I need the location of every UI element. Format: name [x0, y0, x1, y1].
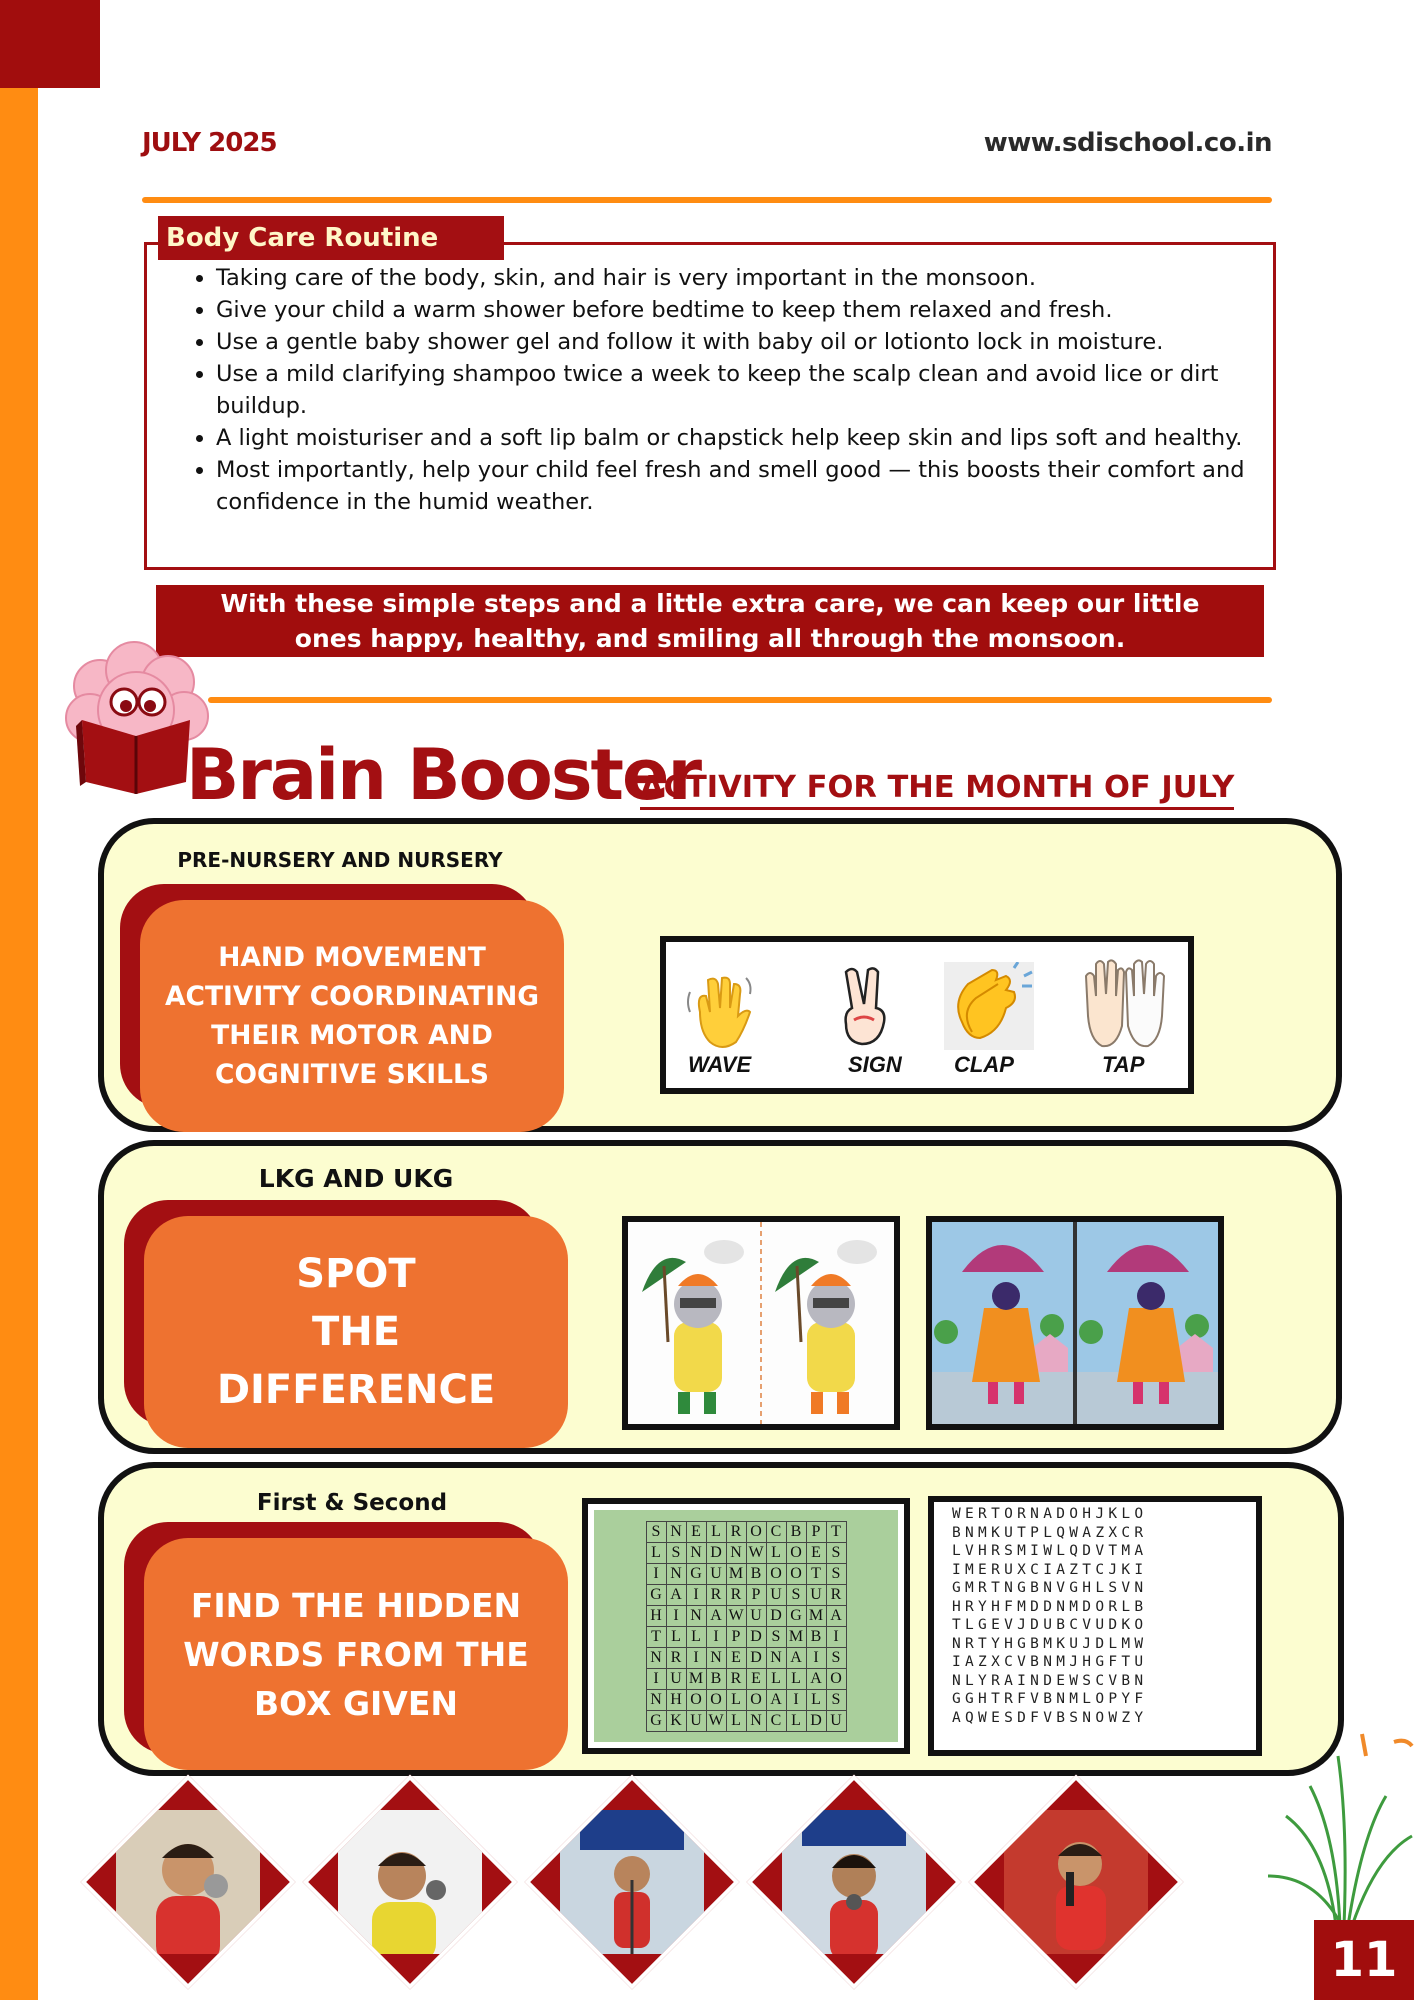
- word-search-cell: O: [826, 1668, 846, 1689]
- word-search-cell: P: [746, 1584, 766, 1605]
- word-search-row: IMERUXCIAZTCJKI: [952, 1561, 1148, 1578]
- word-search-cell: R: [826, 1584, 846, 1605]
- word-search-cell: U: [826, 1710, 846, 1731]
- word-search-cell: M: [686, 1668, 706, 1689]
- word-search-cell: H: [646, 1605, 666, 1626]
- word-search-cell: G: [646, 1710, 666, 1731]
- word-search-cell: O: [746, 1689, 766, 1710]
- word-search-cell: L: [686, 1626, 706, 1647]
- word-search-cell: P: [726, 1626, 746, 1647]
- word-search-cell: R: [726, 1521, 746, 1542]
- word-search-row: AQWESDFVBSNOWZY: [952, 1709, 1148, 1726]
- gesture-label-tap: TAP: [1102, 1052, 1145, 1077]
- word-search-cell: O: [786, 1563, 806, 1584]
- word-search-cell: M: [726, 1563, 746, 1584]
- closing-banner-text: With these simple steps and a little extra care, we can keep our little ones happy, healthy, and smiling all through the monsoon.: [220, 589, 1200, 653]
- word-search-cell: L: [726, 1689, 746, 1710]
- word-search-cell: D: [746, 1647, 766, 1668]
- word-search-row: HRYHFMDDNMDORLB: [952, 1598, 1148, 1615]
- word-search-cell: M: [806, 1605, 826, 1626]
- kg-activity-line: DIFFERENCE: [216, 1367, 496, 1413]
- word-search-cell: N: [686, 1542, 706, 1563]
- issue-month: JULY 2025: [142, 128, 277, 158]
- left-accent-bar: [0, 0, 38, 2000]
- word-search-cell: L: [646, 1542, 666, 1563]
- word-search-row: [646, 1626, 846, 1647]
- nursery-activity-tag: [140, 900, 564, 1132]
- student-photo-3-image: [560, 1810, 704, 1954]
- primary-activity-text: FIND THE HIDDEN WORDS FROM THE BOX GIVEN: [183, 1585, 529, 1723]
- list-item: • Use a gentle baby shower gel and follow it with baby oil or lotionto lock in moisture.: [216, 326, 1286, 358]
- word-search-cell: R: [726, 1668, 746, 1689]
- website-link[interactable]: www.sdischool.co.in: [983, 128, 1272, 158]
- word-search-cell: N: [706, 1647, 726, 1668]
- word-search-cell: N: [686, 1605, 706, 1626]
- word-search-cell: L: [786, 1668, 806, 1689]
- word-search-cell: A: [826, 1605, 846, 1626]
- primary-activity-tag: [144, 1538, 568, 1770]
- kg-activity-tag: [144, 1216, 568, 1448]
- word-search-row: [646, 1542, 846, 1563]
- word-search-cell: S: [666, 1542, 686, 1563]
- word-search-row: TLGEVJDUBCVUDKO: [952, 1617, 1148, 1633]
- student-photo-2: [303, 1775, 518, 1990]
- word-search-cell: N: [646, 1689, 666, 1710]
- word-search-cell: D: [766, 1605, 786, 1626]
- word-search-cell: R: [706, 1584, 726, 1605]
- word-search-cell: T: [826, 1521, 846, 1542]
- word-search-cell: R: [726, 1584, 746, 1605]
- wave-hand-icon: [686, 972, 756, 1050]
- page-number: 11: [1314, 1920, 1414, 2000]
- word-search-cell: A: [706, 1605, 726, 1626]
- word-search-row: [646, 1584, 846, 1605]
- grass-decoration-icon: [1266, 1726, 1414, 1926]
- list-item: • Use a mild clarifying shampoo twice a week to keep the scalp clean and avoid lice or dirt buildup.: [216, 358, 1286, 422]
- word-search-row: [646, 1521, 846, 1542]
- word-search-table-a: [646, 1521, 847, 1732]
- list-item: • Most importantly, help your child feel fresh and smell good — this boosts their comfort and confidence in the humid weather.: [216, 454, 1286, 518]
- word-search-cell: N: [666, 1563, 686, 1584]
- word-search-cell: T: [646, 1626, 666, 1647]
- word-search-cell: O: [706, 1689, 726, 1710]
- word-search-cell: S: [766, 1626, 786, 1647]
- word-search-cell: B: [746, 1563, 766, 1584]
- word-search-cell: W: [706, 1710, 726, 1731]
- word-search-cell: E: [726, 1647, 746, 1668]
- word-search-cell: T: [806, 1563, 826, 1584]
- word-search-cell: E: [686, 1521, 706, 1542]
- word-search-cell: O: [686, 1689, 706, 1710]
- section-rule: [208, 697, 1272, 703]
- kg-activity-line: THE: [311, 1309, 401, 1355]
- student-photo-5: [969, 1775, 1184, 1990]
- word-search-row: [646, 1668, 846, 1689]
- word-search-cell: U: [806, 1584, 826, 1605]
- word-search-grid-b: [928, 1496, 1262, 1756]
- gesture-label-wave: WAVE: [688, 1052, 752, 1077]
- word-search-cell: L: [666, 1626, 686, 1647]
- word-search-cell: W: [726, 1605, 746, 1626]
- body-care-list: [192, 262, 1286, 518]
- word-search-cell: N: [646, 1647, 666, 1668]
- word-search-cell: C: [766, 1710, 786, 1731]
- word-search-cell: L: [766, 1542, 786, 1563]
- word-search-row: IAZXCVBNMJHGFTU: [952, 1654, 1148, 1670]
- word-search-cell: M: [786, 1626, 806, 1647]
- word-search-cell: I: [686, 1647, 706, 1668]
- word-search-cell: D: [706, 1542, 726, 1563]
- gesture-label-clap: CLAP: [954, 1052, 1014, 1077]
- header-rule: [142, 197, 1272, 203]
- word-search-cell: B: [706, 1668, 726, 1689]
- word-search-cell: L: [766, 1668, 786, 1689]
- word-search-cell: U: [686, 1710, 706, 1731]
- word-search-cell: E: [806, 1542, 826, 1563]
- word-search-cell: I: [826, 1626, 846, 1647]
- body-care-title: Body Care Routine: [158, 216, 504, 260]
- word-search-row: [646, 1710, 846, 1731]
- student-photo-5-image: [1004, 1810, 1148, 1954]
- word-search-cell: K: [666, 1710, 686, 1731]
- word-search-cell: A: [666, 1584, 686, 1605]
- spot-difference-raccoon-image: [622, 1216, 900, 1430]
- word-search-cell: G: [786, 1605, 806, 1626]
- student-photo-1: [81, 1775, 296, 1990]
- word-search-cell: S: [826, 1563, 846, 1584]
- word-search-row: GMRTNGBNVGHLSVN: [952, 1580, 1148, 1596]
- word-search-cell: I: [686, 1584, 706, 1605]
- word-search-row: WERTORNADOHJKLO: [952, 1506, 1148, 1522]
- closing-banner: [156, 585, 1264, 657]
- word-search-row: NRTYHGBMKUJDLMW: [952, 1635, 1148, 1652]
- student-photo-4: [747, 1775, 962, 1990]
- word-search-cell: U: [666, 1668, 686, 1689]
- student-photo-2-image: [338, 1810, 482, 1954]
- word-search-cell: D: [746, 1626, 766, 1647]
- word-search-cell: S: [826, 1689, 846, 1710]
- word-search-row: LVHRSMIWLQDVTMA: [952, 1543, 1148, 1559]
- word-search-cell: L: [786, 1710, 806, 1731]
- gesture-card: [660, 936, 1194, 1094]
- word-search-cell: S: [786, 1584, 806, 1605]
- word-search-grid-a-bg: [594, 1510, 898, 1742]
- kg-activity-line: SPOT: [296, 1251, 416, 1297]
- word-search-row: [646, 1689, 846, 1710]
- word-search-cell: S: [826, 1647, 846, 1668]
- word-search-cell: L: [726, 1710, 746, 1731]
- nursery-activity-text: HAND MOVEMENT ACTIVITY COORDINATING THEIR MOTOR AND COGNITIVE SKILLS: [164, 942, 539, 1090]
- word-search-cell: I: [666, 1605, 686, 1626]
- word-search-cell: U: [766, 1584, 786, 1605]
- word-search-row: BNMKUTPLQWAZXCR: [952, 1524, 1148, 1541]
- word-search-cell: N: [726, 1542, 746, 1563]
- word-search-grid-a: [582, 1498, 910, 1754]
- gesture-label-sign: SIGN: [848, 1052, 902, 1077]
- word-search-cell: I: [646, 1563, 666, 1584]
- word-search-cell: B: [786, 1521, 806, 1542]
- word-search-cell: G: [686, 1563, 706, 1584]
- word-search-cell: A: [806, 1668, 826, 1689]
- word-search-cell: O: [766, 1563, 786, 1584]
- word-search-row: [646, 1605, 846, 1626]
- word-search-cell: N: [666, 1521, 686, 1542]
- student-photo-3: [525, 1775, 740, 1990]
- word-search-cell: I: [786, 1689, 806, 1710]
- spot-difference-girl-image: [926, 1216, 1224, 1430]
- word-search-cell: L: [806, 1689, 826, 1710]
- clapping-hands-icon: [944, 962, 1034, 1050]
- word-search-cell: C: [766, 1521, 786, 1542]
- word-search-cell: U: [706, 1563, 726, 1584]
- raccoon-rain-illustration: [628, 1222, 894, 1424]
- word-search-cell: A: [786, 1647, 806, 1668]
- word-search-row: [646, 1563, 846, 1584]
- word-search-cell: W: [746, 1542, 766, 1563]
- word-search-cell: I: [646, 1668, 666, 1689]
- word-search-cell: R: [666, 1647, 686, 1668]
- word-search-cell: S: [646, 1521, 666, 1542]
- list-item: • A light moisturiser and a soft lip balm or chapstick help keep skin and lips soft and healthy.: [216, 422, 1286, 454]
- list-item: • Taking care of the body, skin, and hair is very important in the monsoon.: [216, 262, 1286, 294]
- word-search-cell: H: [666, 1689, 686, 1710]
- word-search-cell: B: [806, 1626, 826, 1647]
- brain-booster-title: Brain Booster: [186, 734, 700, 816]
- word-search-cell: N: [746, 1710, 766, 1731]
- list-item: • Give your child a warm shower before bedtime to keep them relaxed and fresh.: [216, 294, 1286, 326]
- word-search-row: GGHTRFVBNMLOPYF: [952, 1691, 1148, 1707]
- girl-umbrella-illustration: [932, 1222, 1218, 1424]
- activity-subtitle: ACTIVITY FOR THE MONTH OF JULY: [640, 770, 1234, 810]
- word-search-cell: N: [766, 1647, 786, 1668]
- word-search-cell: S: [826, 1542, 846, 1563]
- word-search-row: NLYRAINDEWSCVBN: [952, 1672, 1148, 1689]
- word-search-cell: G: [646, 1584, 666, 1605]
- word-search-row: [646, 1647, 846, 1668]
- word-search-cell: I: [806, 1647, 826, 1668]
- tap-hands-icon: [1080, 956, 1170, 1052]
- corner-block: [0, 0, 100, 88]
- word-search-cell: P: [806, 1521, 826, 1542]
- word-search-cell: E: [746, 1668, 766, 1689]
- kg-label: LKG AND UKG: [258, 1164, 454, 1193]
- primary-label: First & Second: [256, 1490, 448, 1516]
- word-search-letters-b: [952, 1505, 1147, 1727]
- word-search-cell: L: [706, 1521, 726, 1542]
- student-photo-4-image: [782, 1810, 926, 1954]
- nursery-label: PRE-NURSERY AND NURSERY: [177, 848, 503, 872]
- word-search-cell: U: [746, 1605, 766, 1626]
- word-search-cell: O: [746, 1521, 766, 1542]
- word-search-cell: D: [806, 1710, 826, 1731]
- word-search-cell: A: [766, 1689, 786, 1710]
- peace-sign-hand-icon: [836, 964, 896, 1050]
- word-search-cell: I: [706, 1626, 726, 1647]
- word-search-cell: O: [786, 1542, 806, 1563]
- student-photo-1-image: [116, 1810, 260, 1954]
